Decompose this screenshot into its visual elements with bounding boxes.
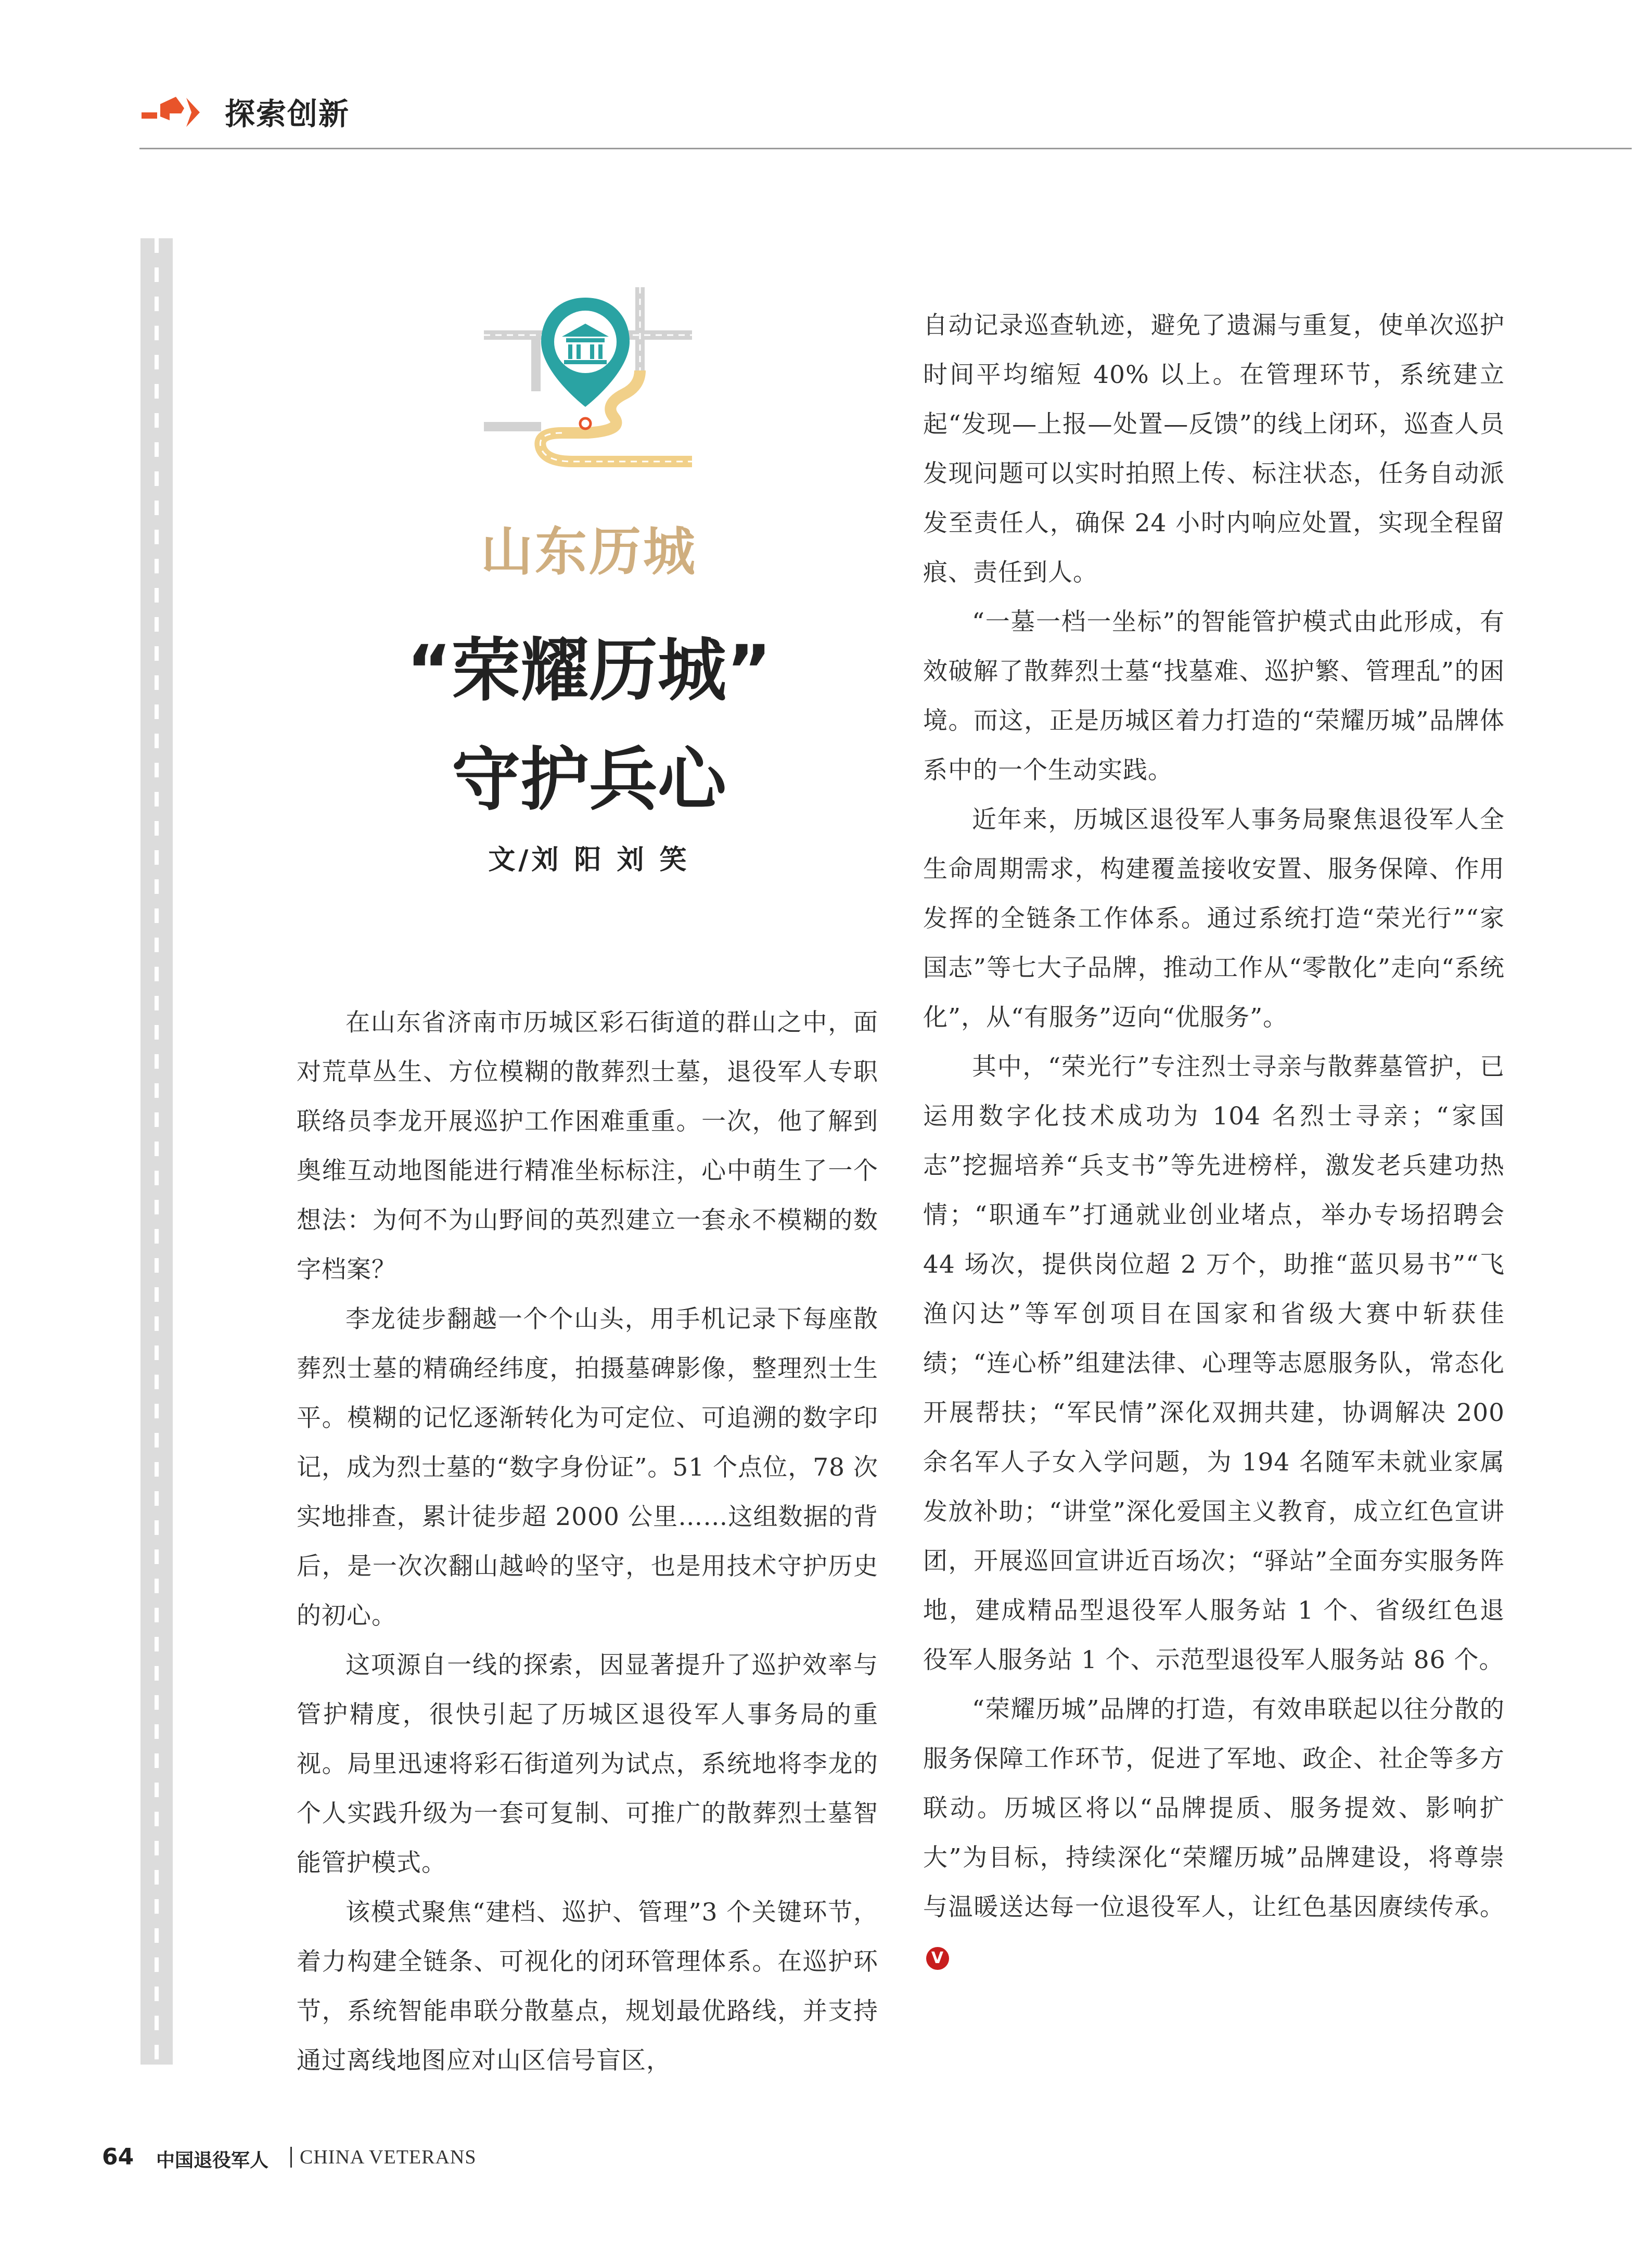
article-column-left (297, 998, 878, 2085)
location-kicker: 山东历城 (481, 521, 697, 582)
footer-separator (290, 2147, 292, 2168)
magazine-name-en: CHINA VETERANS (300, 2146, 477, 2168)
paragraph: 近年来，历城区退役军人事务局聚焦退役军人全生命周期需求，构建覆盖接收安置、服务保障、作用发挥的全链条工作体系。通过系统打造“荣光行”“家国志”等七大子品牌，推动工作从“零散化”走向“系统化”，从“有服务”迈向“优服务”。 (923, 805, 1505, 1032)
arrow-roof-logo-icon (139, 93, 202, 132)
paragraph: 其中，“荣光行”专注烈士寻亲与散葬墓管护，已运用数字化技术成功为 104 名烈士寻亲；“家国志”挖掘培养“兵支书”等先进榜样，激发老兵建功热情；“职通车”打通就业创业堵点，举办专场招聘会 44 场次，提供岗位超 2 万个，助推“蓝贝易书”“飞渔闪达”等军创项目在国家和省级大赛中斩获佳绩；“连心桥”组建法律、心理等志愿服务队，常态化开展帮扶；“军民情”深化双拥共建，协调解决 200 余名军人子女入学问题，为 194 名随军未就业家属发放补助；“讲堂”深化爱国主义教育，成立红色宣讲团，开展巡回宣讲近百场次；“驿站”全面夯实服务阵地，建成精品型退役军人服务站 1 个、省级红色退役军人服务站 1 个、示范型退役军人服务站 86 个。 (923, 1053, 1505, 1674)
paragraph: “一墓一档一坐标”的智能管护模式由此形成，有效破解了散葬烈士墓“找墓难、巡护繁、管理乱”的困境。而这，正是历城区着力打造的“荣耀历城”品牌体系中的一个生动实践。 (923, 608, 1505, 785)
paragraph: 李龙徒步翻越一个个山头，用手机记录下每座散葬烈士墓的精确经纬度，拍摄墓碑影像，整理烈士生平。模糊的记忆逐渐转化为可定位、可追溯的数字印记，成为烈士墓的“数字身份证”。51 个点位，78 次实地排查，累计徒步超 2000 公里……这组数据的背后，是一次次翻山越岭的坚守，也是用技术守护历史的初心。 (297, 1305, 878, 1630)
headline-line-1: “荣耀历城” (406, 631, 772, 711)
headline-line-2: 守护兵心 (452, 740, 726, 820)
last-paragraph-text: “荣耀历城”品牌的打造，有效串联起以往分散的服务保障工作环节，促进了军地、政企、社企等多方联动。历城区将以“品牌提质、服务提效、影响扩大”为目标，持续深化“荣耀历城”品牌建设，将尊崇与温暖送达每一位退役军人，让红色基因赓续传承。 (923, 1695, 1505, 1921)
paragraph-last (923, 1685, 1505, 1981)
headline (173, 616, 1005, 835)
byline: 文/刘 阳 刘 笑 (488, 844, 690, 876)
paragraph: 这项源自一线的探索，因显著提升了巡护效率与管护精度，很快引起了历城区退役军人事务局的重视。局里迅速将彩石街道列为试点，系统地将李龙的个人实践升级为一套可复制、可推广的散葬烈士墓智能管护模式。 (297, 1651, 878, 1877)
paragraph: 在山东省济南市历城区彩石街道的群山之中，面对荒草丛生、方位模糊的散葬烈士墓，退役军人专职联络员李龙开展巡护工作困难重重。一次，他了解到奥维互动地图能进行精准坐标标注，心中萌生了一个想法：为何不为山野间的英烈建立一套永不模糊的数字档案？ (297, 1008, 878, 1284)
header-divider (139, 148, 1632, 149)
paragraph-continuation: 自动记录巡查轨迹，避免了遗漏与重复，使单次巡护时间平均缩短 40% 以上。在管理环节，系统建立起“发现—上报—处置—反馈”的线上闭环，巡查人员发现问题可以实时拍照上传、标注状态，任务自动派发至责任人，确保 24 小时内响应处置，实现全程留痕、责任到人。 (923, 311, 1505, 587)
paragraph: 该模式聚焦“建档、巡护、管理”3 个关键环节，着力构建全链条、可视化的闭环管理体系。在巡护环节，系统智能串联分散墓点，规划最优路线，并支持通过离线地图应对山区信号盲区， (297, 1898, 878, 2075)
magazine-name-cn: 中国退役军人 (156, 2150, 269, 2171)
end-mark-icon: V (926, 1947, 949, 1970)
page-number: 64 (102, 2144, 134, 2170)
article-column-right (923, 301, 1505, 1981)
decorative-side-stripe (140, 238, 173, 2065)
section-title: 探索创新 (225, 96, 350, 132)
map-pin-building-icon (484, 287, 692, 469)
